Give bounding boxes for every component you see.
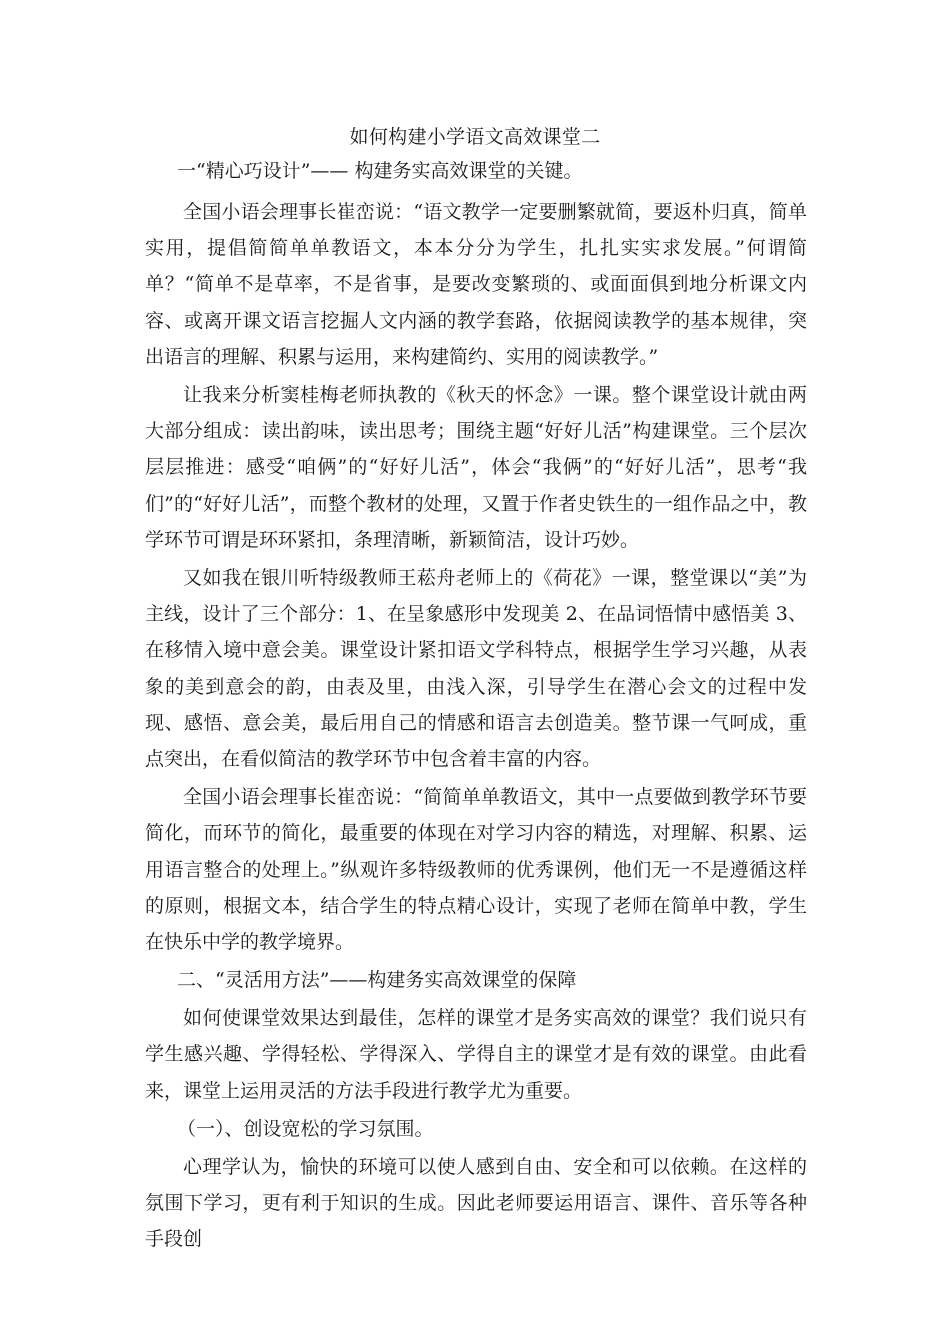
document-title: 如何构建小学语文高效课堂二 xyxy=(349,126,601,148)
document-body xyxy=(145,156,807,1259)
section-heading-2: 二、“灵活用方法”——构建务实高效课堂的保障 xyxy=(177,969,577,992)
paragraph: 让我来分析窦桂梅老师执教的《秋天的怀念》一课。整个课堂设计就由两大部分组成：读出韵味，读出思考；围绕主题“好好儿活”构建课堂。三个层次层层推进：感受“咱俩”的“好好儿活”，体会“我俩”的“好好儿活”，思考“我们”的“好好儿活”，而整个教材的处理，又置于作者史铁生的一组作品之中，教学环节可谓是环环紧扣，条理清晰，新颖简洁，设计巧妙。 xyxy=(145,384,807,551)
paragraph: 全国小语会理事长崔峦说：“简简单单教语文，其中一点要做到教学环节要简化，而环节的简化，最重要的体现在对学习内容的精选，对理解、积累、运用语言整合的处理上。”纵观许多特级教师的优秀课例，他们无一不是遵循这样的原则，根据文本，结合学生的特点精心设计，实现了老师在简单中教，学生在快乐中学的教学境界。 xyxy=(145,786,807,954)
paragraph: 全国小语会理事长崔峦说：“语文教学一定要删繁就简，要返朴归真，简单实用，提倡简简单单教语文，本本分分为学生，扎扎实实求发展。”何谓简单？“简单不是草率，不是省事，是要改变繁琐的、或面面俱到地分析课文内容、或离开课文语言挖掘人文内涵的教学套路，依据阅读教学的基本规律，突出语言的理解、积累与运用，来构建简约、实用的阅读教学。” xyxy=(145,201,807,368)
paragraph: 如何使课堂效果达到最佳，怎样的课堂才是务实高效的课堂？我们说只有学生感兴趣、学得轻松、学得深入、学得自主的课堂才是有效的课堂。由此看来，课堂上运用灵活的方法手段进行教学尤为重要。 xyxy=(145,1007,807,1102)
sub-section-heading: （一）、创设宽松的学习氛围。 xyxy=(177,1117,434,1140)
paragraph: 心理学认为，愉快的环境可以使人感到自由、安全和可以依赖。在这样的氛围下学习，更有利于知识的生成。因此老师要运用语言、课件、音乐等各种手段创 xyxy=(145,1155,807,1251)
section-heading-1: 一“精心巧设计”—— 构建务实高效课堂的关键。 xyxy=(177,160,583,182)
paragraph: 又如我在银川听特级教师王菘舟老师上的《荷花》一课，整堂课以“美”为主线，设计了三个部分：1、在呈象感形中发现美 2、在品词悟情中感悟美 3、在移情入境中意会美。课堂设计紧扣语文学科特点，根据学生学习兴趣，从表象的美到意会的韵，由表及里，由浅入深，引导学生在潜心会文的过程中发现、感悟、意会美，最后用自己的情感和语言去创造美。整节课一气呵成，重点突出，在看似简洁的教学环节中包含着丰富的内容。 xyxy=(145,567,807,771)
